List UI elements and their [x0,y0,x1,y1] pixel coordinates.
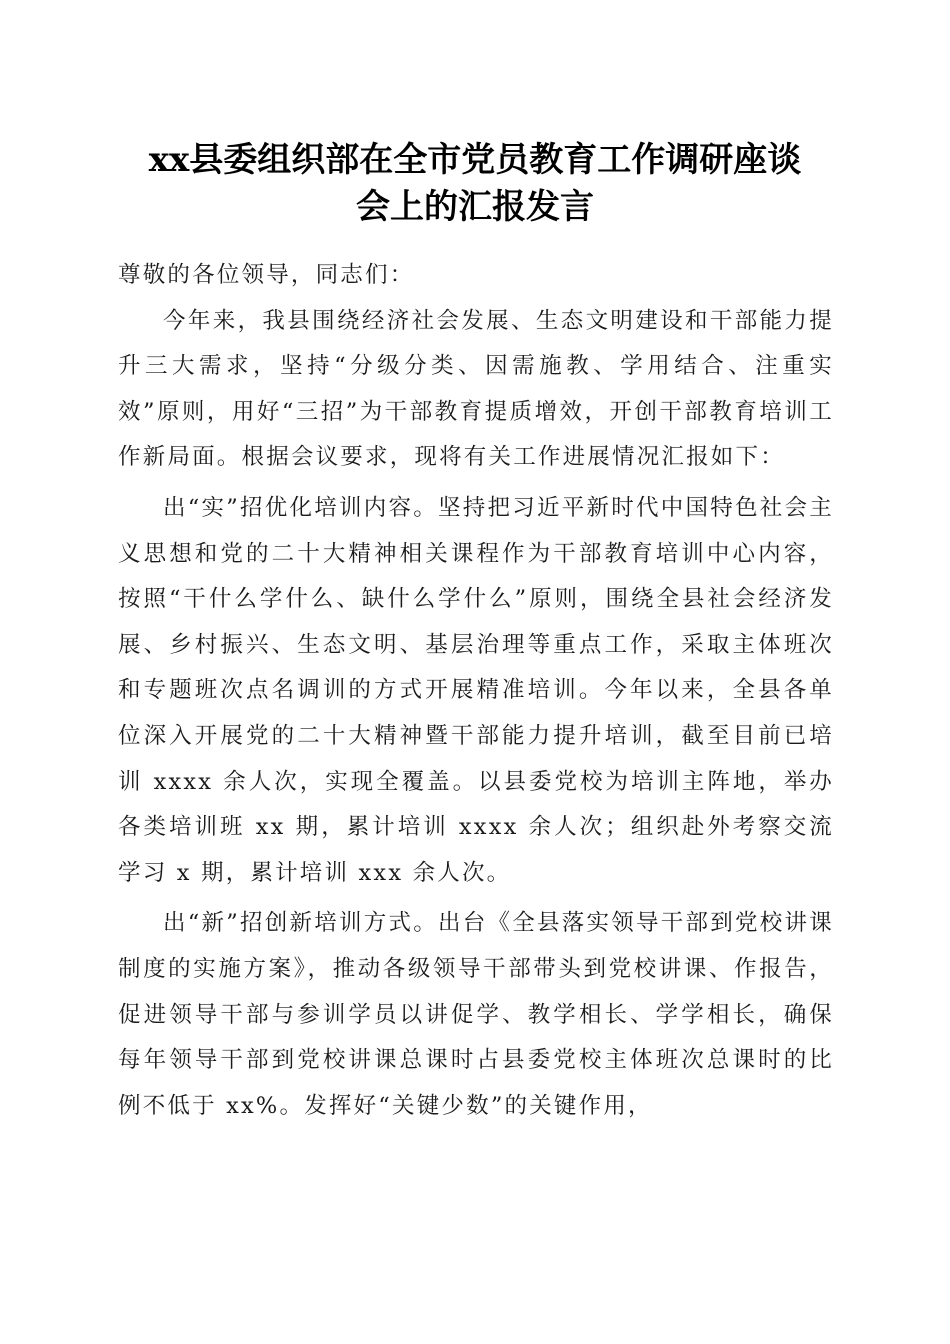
title-line-1: xx县委组织部在全市党员教育工作调研座谈 [148,140,802,180]
paragraph-content: 出“实”招优化培训内容。坚持把习近平新时代中国特色社会主义思想和党的二十大精神相关课程作为干部教育培训中心内容，按照“干什么学什么、缺什么学什么”原则，围绕全县社会经济发展、乡村振兴、生态文明、基层治理等重点工作，采取主体班次和专题班次点名调训的方式开展精准培训。今年以来，全县各单位深入开展党的二十大精神暨干部能力提升培训，截至目前已培训 xxxx 余人次，实现全覆盖。以县委党校为培训主阵地，举办各类培训班 xx 期，累计培训 xxxx 余人次；组织赴外考察交流学习 x 期，累计培训 xxx 余人次。 [118,494,834,886]
salutation: 尊敬的各位领导，同志们： [118,262,415,288]
paragraph-method: 出“新”招创新培训方式。出台《全县落实领导干部到党校讲课制度的实施方案》，推动各级领导干部带头到党校讲课、作报告，促进领导干部与参训学员以讲促学、教学相长、学学相长，确保每年领导干部到党校讲课总课时占县委党校主体班次总课时的比例不低于 xx%。发挥好“关键少数”的关键作用， [118,910,834,1119]
title-line-2: 会上的汇报发言 [356,187,594,227]
document-body [118,253,834,1129]
document-title [100,137,850,231]
paragraph-intro: 今年来，我县围绕经济社会发展、生态文明建设和干部能力提升三大需求，坚持“分级分类、因需施教、学用结合、注重实效”原则，用好“三招”为干部教育提质增效，开创干部教育培训工作新局面。根据会议要求，现将有关工作进展情况汇报如下： [118,307,834,471]
